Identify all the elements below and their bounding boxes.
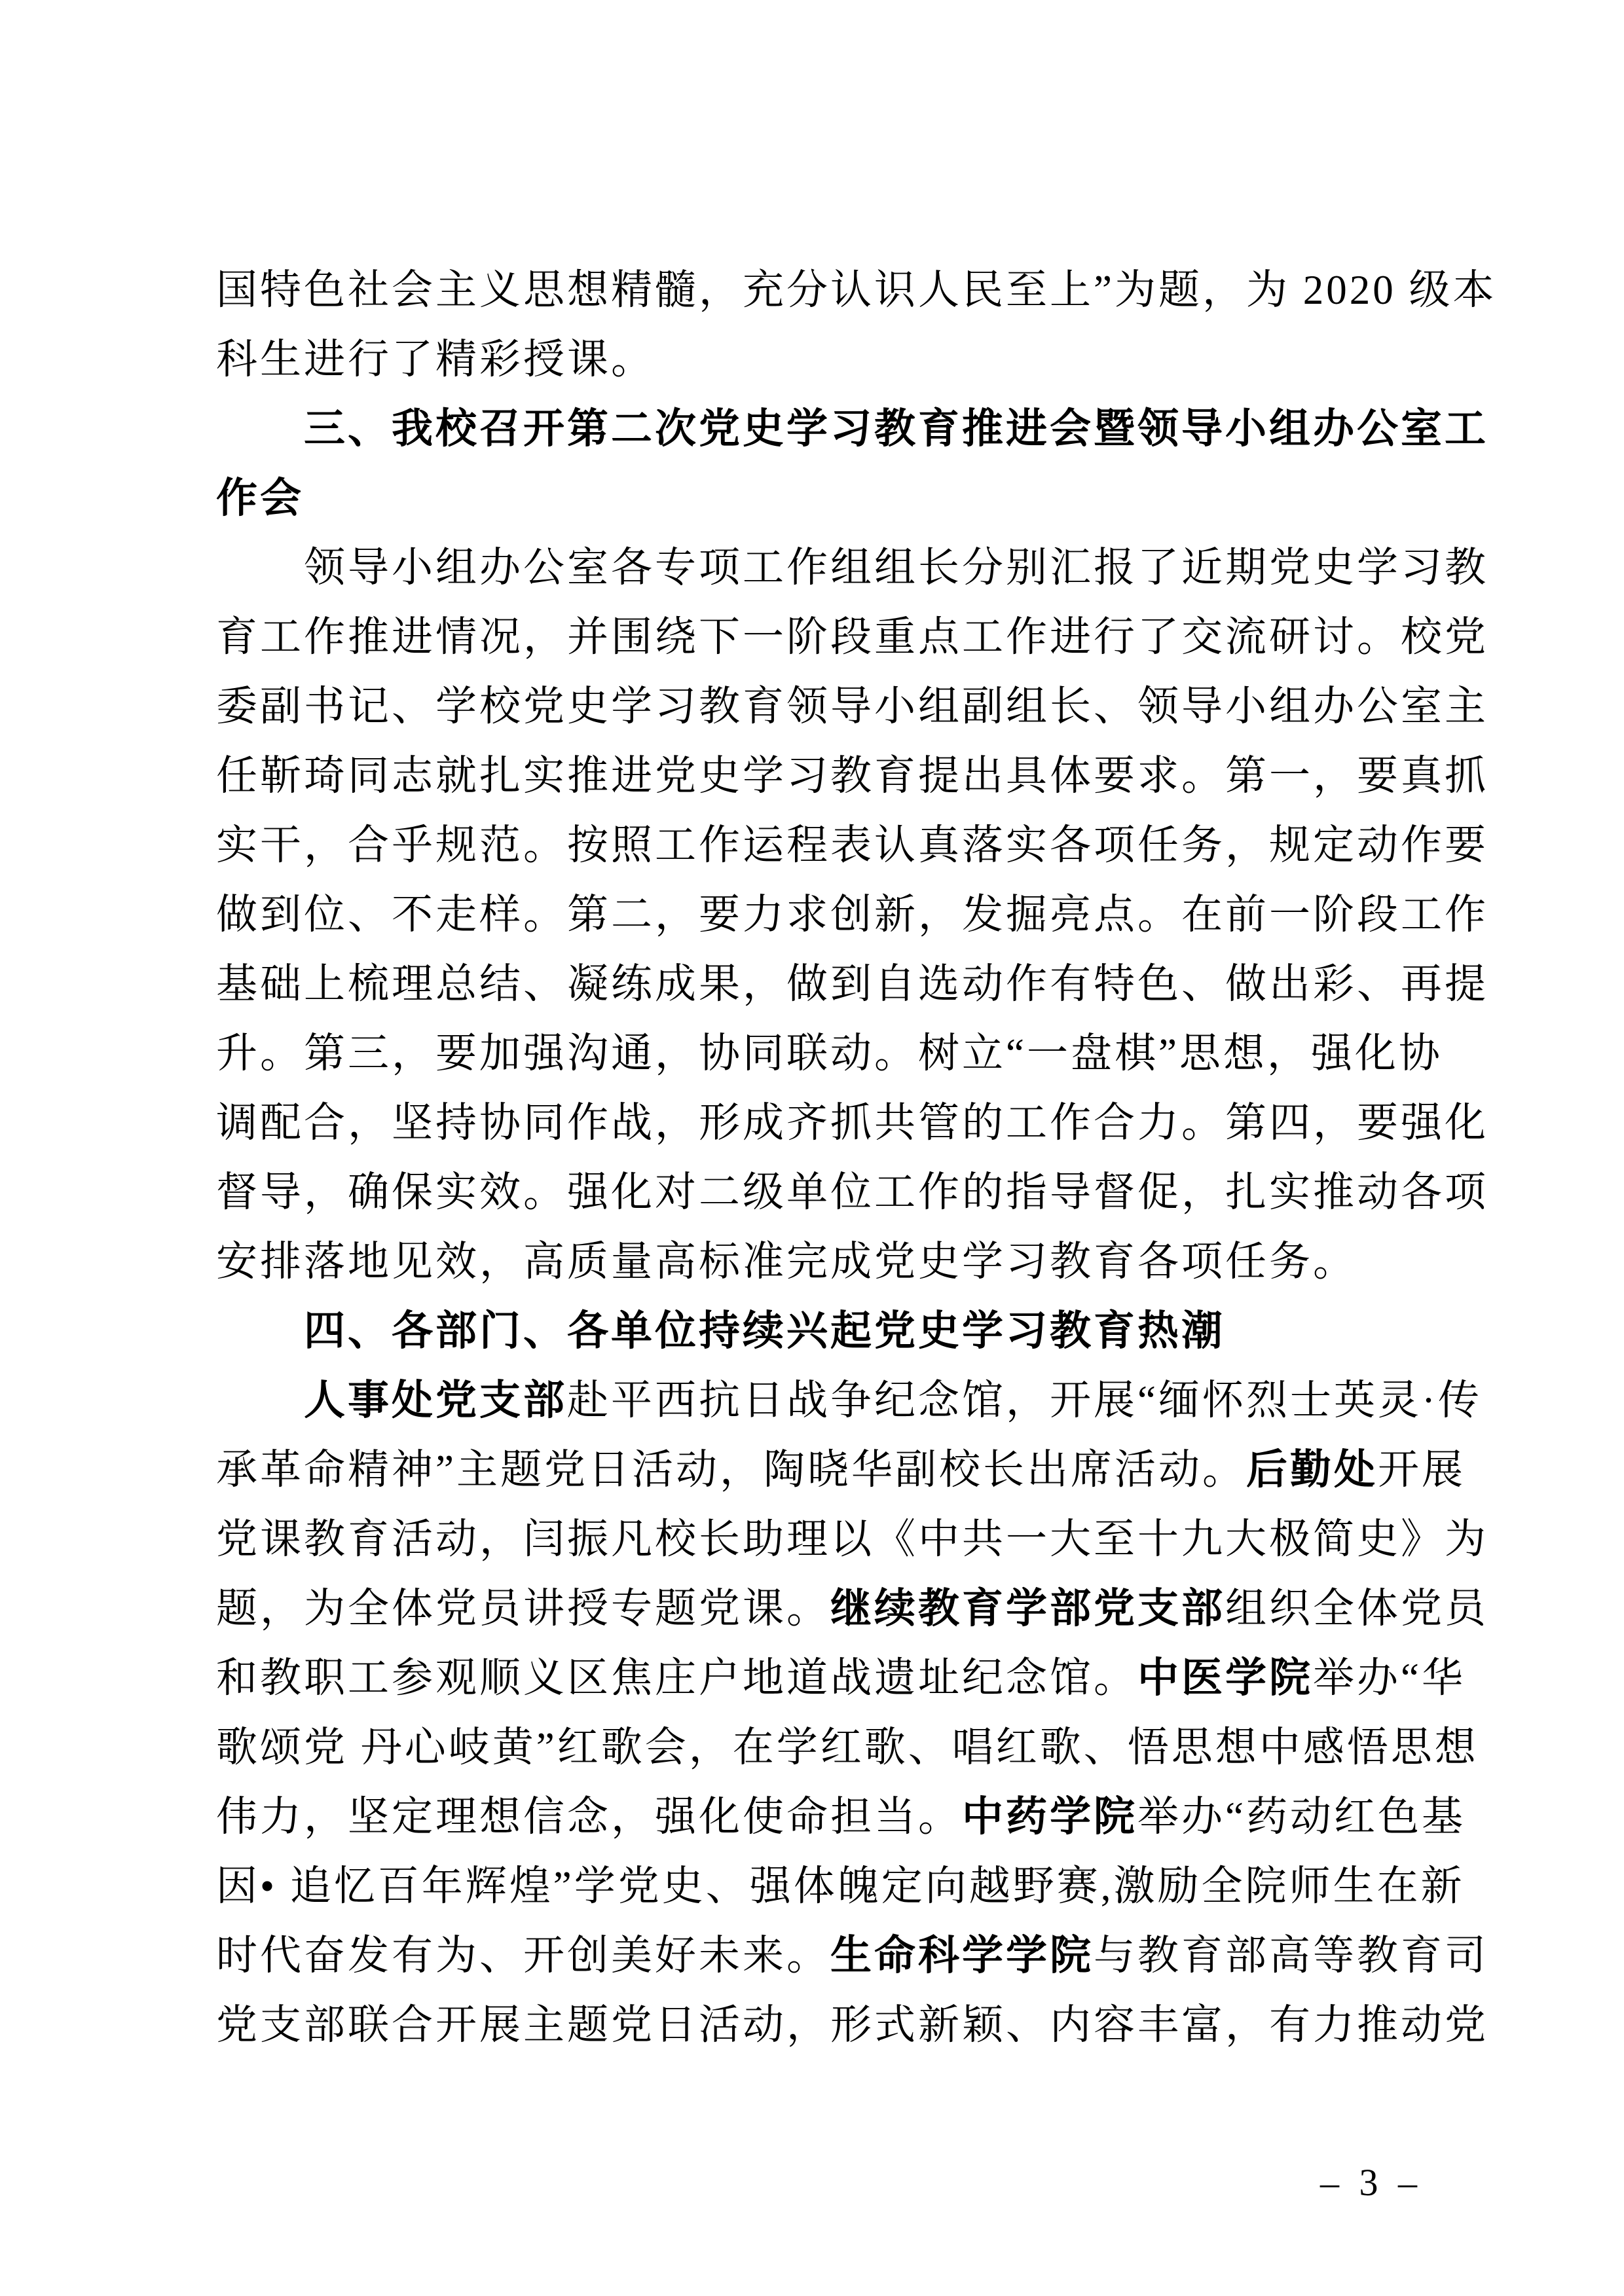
text-line <box>216 880 1488 949</box>
heading-line <box>216 1296 1455 1366</box>
heading-line <box>216 394 1488 464</box>
text-line <box>216 949 1488 1019</box>
text-line <box>216 1227 1455 1296</box>
text-line <box>216 1921 1488 1990</box>
text-line <box>216 1435 1466 1504</box>
bold-text-segment: 生命科学学院 <box>830 1933 1094 1978</box>
bold-text-segment: 继续教育学部党支部 <box>830 1586 1225 1631</box>
text-segment: 举办“华 <box>1313 1655 1466 1701</box>
text-segment: 组织全体党员 <box>1225 1586 1488 1631</box>
text-line <box>216 1643 1466 1713</box>
text-segment: 督导，确保实效。强化对二级单位工作的指导督促，扎实推动各项 <box>216 1169 1488 1215</box>
text-line <box>216 602 1488 672</box>
text-segment: 赴平西抗日战争纪念馆，开展“缅怀烈士英灵·传 <box>567 1377 1482 1423</box>
text-segment: 国特色社会主义思想精髓，充分认识人民至上”为题，为 2020 级本 <box>216 267 1497 313</box>
text-line <box>216 672 1488 741</box>
text-segment: 升。第三，要加强沟通，协同联动。树立“一盘棋”思想，强化协 <box>216 1030 1443 1076</box>
bold-text-segment: 人事处党支部 <box>304 1377 567 1423</box>
page-number: – 3 – <box>1320 2161 1422 2204</box>
text-segment: 科生进行了精彩授课。 <box>216 337 655 382</box>
text-segment: 安排落地见效，高质量高标准完成党史学习教育各项任务。 <box>216 1239 1357 1285</box>
text-segment: 做到位、不走样。第二，要力求创新，发掘亮点。在前一阶段工作 <box>216 892 1488 938</box>
text-line <box>216 533 1488 602</box>
text-segment: 时代奋发有为、开创美好未来。 <box>216 1933 830 1978</box>
text-line <box>216 325 1455 394</box>
text-segment: 育工作推进情况，并围绕下一阶段重点工作进行了交流研讨。校党 <box>216 614 1488 660</box>
text-line <box>216 811 1488 880</box>
text-line <box>216 1088 1488 1157</box>
text-segment: 因• 追忆百年辉煌”学党史、强体魄定向越野赛,激励全院师生在新 <box>216 1863 1465 1909</box>
text-line <box>216 1157 1488 1227</box>
text-segment: 委副书记、学校党史学习教育领导小组副组长、领导小组办公室主 <box>216 683 1488 729</box>
text-line <box>216 1574 1488 1643</box>
bold-text-segment: 后勤处 <box>1246 1447 1378 1493</box>
bold-text-segment: 中医学院 <box>1137 1655 1313 1701</box>
text-segment: 实干，合乎规范。按照工作运程表认真落实各项任务，规定动作要 <box>216 822 1488 868</box>
text-line <box>216 1366 1482 1435</box>
text-segment: 歌颂党 丹心岐黄”红歌会，在学红歌、唱红歌、悟思想中感悟思想 <box>216 1724 1479 1770</box>
text-line <box>216 1851 1465 1921</box>
text-segment: 和教职工参观顺义区焦庄户地道战遗址纪念馆。 <box>216 1655 1137 1701</box>
text-segment: 与教育部高等教育司 <box>1094 1933 1488 1978</box>
text-segment: 基础上梳理总结、凝练成果，做到自选动作有特色、做出彩、再提 <box>216 961 1488 1007</box>
text-segment: 党支部联合开展主题党日活动，形式新颖、内容丰富，有力推动党 <box>216 2002 1488 2048</box>
text-segment: 开展 <box>1377 1447 1466 1493</box>
text-line <box>216 1990 1488 2060</box>
text-segment: 伟力，坚定理想信念，强化使命担当。 <box>216 1794 962 1840</box>
bold-text-segment: 四、各部门、各单位持续兴起党史学习教育热潮 <box>304 1308 1225 1354</box>
text-segment: 举办“药动红色基 <box>1137 1794 1466 1840</box>
heading-line <box>216 464 1455 533</box>
text-segment: 题，为全体党员讲授专题党课。 <box>216 1586 830 1631</box>
text-segment: 调配合，坚持协同作战，形成齐抓共管的工作合力。第四，要强化 <box>216 1100 1488 1146</box>
text-segment: 承革命精神”主题党日活动，陶晓华副校长出席活动。 <box>216 1447 1246 1493</box>
text-segment: 党课教育活动，闫振凡校长助理以《中共一大至十九大极简史》为 <box>216 1516 1488 1562</box>
bold-text-segment: 三、我校召开第二次党史学习教育推进会暨领导小组办公室工 <box>304 406 1488 452</box>
text-line <box>216 1019 1455 1088</box>
text-segment: 领导小组办公室各专项工作组组长分别汇报了近期党史学习教 <box>304 545 1488 591</box>
text-segment: 任靳琦同志就扎实推进党史学习教育提出具体要求。第一，要真抓 <box>216 753 1488 799</box>
bold-text-segment: 中药学院 <box>962 1794 1137 1840</box>
text-line <box>216 1782 1466 1851</box>
text-line <box>216 255 1497 325</box>
text-line <box>216 741 1488 811</box>
text-line <box>216 1713 1479 1782</box>
text-line <box>216 1504 1488 1574</box>
document-body <box>216 255 1497 2060</box>
bold-text-segment: 作会 <box>216 475 304 521</box>
